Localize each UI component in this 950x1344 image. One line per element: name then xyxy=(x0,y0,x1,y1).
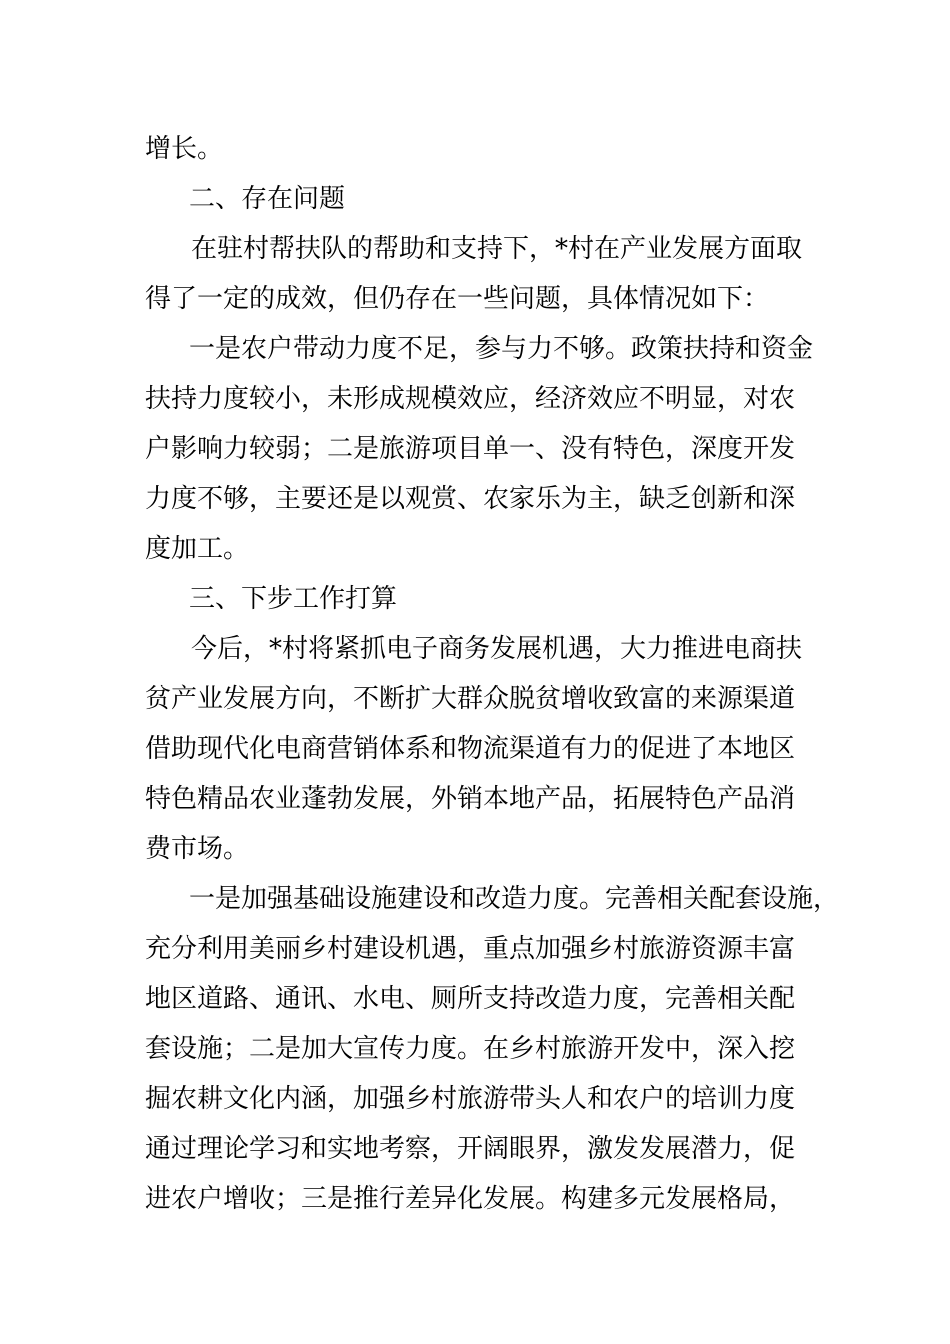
text-line: 地区道路、通讯、水电、厕所支持改造力度，完善相关配 xyxy=(145,984,796,1014)
text-line: 得了一定的成效，但仍存在一些问题，具体情况如下： xyxy=(145,284,770,314)
text-line: 套设施；二是加大宣传力度。在乡村旅游开发中，深入挖 xyxy=(145,1034,796,1064)
text-line: 今后，*村将紧抓电子商务发展机遇，大力推进电商扶 xyxy=(191,634,803,664)
text-line: 充分利用美丽乡村建设机遇，重点加强乡村旅游资源丰富 xyxy=(145,934,796,964)
text-line: 费市场。 xyxy=(145,834,250,864)
text-line: 力度不够，主要还是以观赏、农家乐为主，缺乏创新和深 xyxy=(145,484,796,514)
text-line: 特色精品农业蓬勃发展，外销本地产品，拓展特色产品消 xyxy=(145,784,796,814)
text-line: 进农户增收；三是推行差异化发展。构建多元发展格局， xyxy=(145,1184,796,1214)
body-text xyxy=(145,124,840,1224)
text-line: 借助现代化电商营销体系和物流渠道有力的促进了本地区 xyxy=(145,734,796,764)
text-line: 掘农耕文化内涵，加强乡村旅游带头人和农户的培训力度 xyxy=(145,1084,796,1114)
section-heading-problems: 二、存在问题 xyxy=(189,184,346,214)
text-line: 在驻村帮扶队的帮助和支持下，*村在产业发展方面取 xyxy=(191,234,803,264)
text-line: 增长。 xyxy=(145,134,224,164)
text-line: 度加工。 xyxy=(145,534,250,564)
section-heading-next-steps: 三、下步工作打算 xyxy=(189,584,398,614)
text-line: 贫产业发展方向，不断扩大群众脱贫增收致富的来源渠道 xyxy=(145,684,796,714)
text-line: 户影响力较弱；二是旅游项目单一、没有特色，深度开发 xyxy=(145,434,796,464)
text-line: 通过理论学习和实地考察，开阔眼界，激发发展潜力，促 xyxy=(145,1134,796,1164)
text-line: 一是农户带动力度不足，参与力不够。政策扶持和资金 xyxy=(189,334,814,364)
text-line: 一是加强基础设施建设和改造力度。完善相关配套设施， xyxy=(189,884,840,914)
text-line: 扶持力度较小，未形成规模效应，经济效应不明显，对农 xyxy=(145,384,796,414)
